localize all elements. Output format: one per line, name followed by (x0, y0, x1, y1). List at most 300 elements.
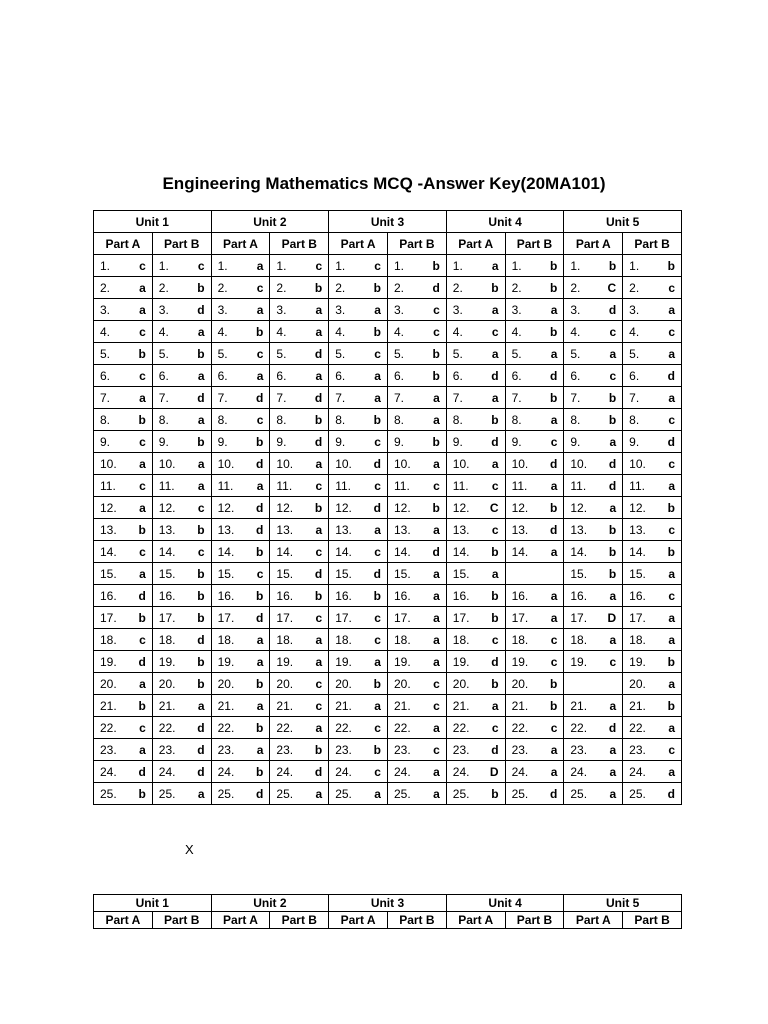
answer-letter: c (609, 368, 617, 383)
answer-cell (505, 563, 564, 585)
question-number: 9. (452, 434, 463, 449)
answer-letter: d (550, 456, 558, 471)
answer-cell (623, 343, 682, 365)
question-number: 23. (100, 742, 117, 757)
answer-letter: b (432, 500, 440, 515)
part-header: Part B (152, 912, 211, 929)
answer-letter: c (374, 544, 381, 559)
answer-letter: b (256, 764, 264, 779)
answer-letter: a (609, 742, 617, 757)
question-number: 23. (452, 742, 470, 757)
answer-cell (211, 739, 270, 761)
answer-letter: b (550, 390, 558, 405)
answer-cell (623, 563, 682, 585)
answer-letter: D (489, 764, 499, 779)
answer-cell (505, 783, 564, 805)
answer-cell (505, 497, 564, 519)
answer-cell (270, 409, 329, 431)
question-number: 12. (217, 500, 235, 515)
answer-letter: d (138, 588, 146, 603)
question-number: 24. (335, 764, 352, 779)
part-header: Part A (446, 912, 505, 929)
question-number: 14. (158, 544, 176, 559)
answer-letter: a (668, 302, 675, 317)
answer-letter: d (432, 544, 440, 559)
question-number: 6. (452, 368, 463, 383)
answer-letter: a (668, 676, 675, 691)
answer-cell (387, 541, 446, 563)
answer-cell (270, 629, 329, 651)
question-number: 21. (629, 698, 646, 713)
table-row (94, 343, 682, 365)
part-header: Part B (505, 912, 564, 929)
table-row (94, 761, 682, 783)
answer-letter: b (432, 434, 440, 449)
answer-cell (211, 255, 270, 277)
part-header: Part A (564, 912, 623, 929)
answer-letter: a (256, 478, 264, 493)
answer-letter: b (373, 324, 381, 339)
answer-cell (387, 343, 446, 365)
x-mark: X (185, 842, 194, 857)
answer-cell (387, 761, 446, 783)
question-number: 8. (158, 412, 169, 427)
answer-letter: a (315, 324, 323, 339)
table-row (94, 607, 682, 629)
unit-header-1: Unit 1 (94, 895, 212, 912)
answer-letter: b (314, 742, 323, 757)
table-row (94, 255, 682, 277)
question-number: 25. (217, 786, 235, 801)
answer-letter: b (197, 346, 205, 361)
answer-cell (94, 453, 153, 475)
answer-letter: c (374, 258, 381, 273)
answer-letter: c (374, 632, 381, 647)
question-number: 23. (629, 742, 646, 757)
answer-cell (623, 497, 682, 519)
answer-cell (446, 519, 505, 541)
answer-cell (446, 255, 505, 277)
question-number: 22. (570, 720, 588, 735)
answer-cell (387, 607, 446, 629)
answer-cell (387, 717, 446, 739)
answer-letter: b (491, 676, 499, 691)
question-number: 6. (570, 368, 581, 383)
question-number: 3. (217, 302, 228, 317)
answer-cell (623, 387, 682, 409)
question-number: 5. (217, 346, 228, 361)
answer-cell (211, 321, 270, 343)
question-number: 4. (217, 324, 228, 339)
answer-cell (564, 717, 623, 739)
question-number: 8. (629, 412, 640, 427)
question-number: 11. (393, 478, 410, 493)
answer-letter: b (197, 610, 205, 625)
answer-letter: b (314, 412, 323, 427)
question-number: 12. (570, 500, 588, 515)
answer-cell (94, 783, 153, 805)
answer-cell (152, 761, 211, 783)
answer-letter: a (139, 302, 146, 317)
answer-cell (270, 585, 329, 607)
answer-letter: a (256, 698, 264, 713)
answer-letter: b (491, 280, 499, 295)
answer-cell (270, 717, 329, 739)
question-number: 3. (452, 302, 463, 317)
answer-letter: a (139, 390, 146, 405)
answer-cell (446, 541, 505, 563)
answer-letter: a (374, 786, 381, 801)
answer-cell (623, 409, 682, 431)
answer-letter: a (491, 258, 499, 273)
question-number: 13. (570, 522, 588, 537)
answer-cell (270, 673, 329, 695)
answer-letter: a (668, 610, 675, 625)
answer-letter: a (668, 566, 675, 581)
answer-letter: d (314, 390, 323, 405)
question-number: 15. (158, 566, 176, 581)
answer-cell (211, 519, 270, 541)
answer-cell (211, 717, 270, 739)
answer-letter: b (256, 544, 264, 559)
question-number: 7. (217, 390, 228, 405)
question-number: 25. (452, 786, 470, 801)
answer-cell (211, 277, 270, 299)
answer-letter: b (197, 434, 205, 449)
question-number: 12. (511, 500, 529, 515)
question-number: 2. (276, 280, 287, 295)
question-number: 16. (393, 588, 411, 603)
answer-cell (152, 321, 211, 343)
answer-letter: d (138, 654, 146, 669)
answer-letter: d (550, 368, 558, 383)
answer-letter: a (609, 698, 617, 713)
question-number: 1. (511, 258, 522, 273)
question-number: 15. (276, 566, 294, 581)
answer-letter: a (374, 390, 381, 405)
question-number: 7. (276, 390, 287, 405)
question-number: 3. (570, 302, 581, 317)
question-number: 20. (393, 676, 411, 691)
answer-cell (505, 321, 564, 343)
table-row (94, 585, 682, 607)
answer-letter: d (197, 742, 205, 757)
question-number: 3. (158, 302, 169, 317)
question-number: 19. (335, 654, 352, 669)
answer-cell (152, 475, 211, 497)
answer-cell (387, 475, 446, 497)
answer-cell (329, 651, 388, 673)
answer-letter: a (374, 302, 381, 317)
answer-letter: d (608, 720, 617, 735)
answer-cell (446, 299, 505, 321)
answer-letter: c (550, 720, 558, 735)
answer-letter: c (668, 412, 675, 427)
answer-letter: b (432, 346, 440, 361)
question-number: 16. (276, 588, 294, 603)
answer-cell (211, 541, 270, 563)
answer-cell (623, 629, 682, 651)
answer-letter: c (433, 302, 440, 317)
answer-letter: d (667, 786, 675, 801)
answer-letter: b (667, 258, 675, 273)
question-number: 13. (217, 522, 235, 537)
part-header: Part B (387, 233, 446, 255)
question-number: 23. (217, 742, 235, 757)
question-number: 1. (335, 258, 346, 273)
answer-letter: a (433, 610, 440, 625)
answer-cell (94, 387, 153, 409)
answer-cell (211, 409, 270, 431)
question-number: 11. (452, 478, 469, 493)
answer-letter: b (667, 654, 675, 669)
question-number: 19. (217, 654, 235, 669)
question-number: 7. (393, 390, 404, 405)
question-number: 18. (570, 632, 588, 647)
question-number: 8. (511, 412, 522, 427)
answer-cell (564, 387, 623, 409)
question-number: 19. (511, 654, 529, 669)
question-number: 2. (158, 280, 169, 295)
question-number: 20. (158, 676, 176, 691)
answer-letter: b (138, 698, 146, 713)
question-number: 24. (629, 764, 646, 779)
question-number: 15. (629, 566, 646, 581)
question-number: 18. (217, 632, 235, 647)
question-number: 5. (393, 346, 404, 361)
answer-cell (564, 299, 623, 321)
answer-cell (564, 321, 623, 343)
answer-letter: c (315, 676, 323, 691)
answer-cell (94, 255, 153, 277)
answer-cell (211, 695, 270, 717)
question-number: 23. (570, 742, 588, 757)
answer-letter: c (256, 346, 264, 361)
answer-letter: a (668, 720, 675, 735)
answer-cell (387, 431, 446, 453)
answer-cell (564, 607, 623, 629)
question-number: 2. (452, 280, 463, 295)
question-number: 14. (335, 544, 352, 559)
answer-cell (387, 783, 446, 805)
question-number: 10. (452, 456, 470, 471)
answer-letter: c (433, 676, 440, 691)
answer-letter: d (608, 478, 617, 493)
question-number: 6. (511, 368, 522, 383)
question-number: 22. (393, 720, 411, 735)
answer-cell (211, 563, 270, 585)
answer-cell (564, 277, 623, 299)
answer-cell (152, 453, 211, 475)
answer-letter: a (433, 588, 440, 603)
question-number: 19. (629, 654, 646, 669)
answer-cell (329, 519, 388, 541)
question-number: 11. (276, 478, 293, 493)
answer-letter: b (197, 676, 205, 691)
answer-letter: b (373, 412, 381, 427)
answer-letter: b (197, 654, 205, 669)
answer-cell (270, 695, 329, 717)
question-number: 20. (629, 676, 646, 691)
answer-cell (211, 453, 270, 475)
answer-letter: a (315, 522, 323, 537)
answer-letter: a (139, 566, 146, 581)
answer-cell (387, 651, 446, 673)
answer-cell (270, 475, 329, 497)
answer-letter: d (432, 280, 440, 295)
answer-letter: a (433, 412, 440, 427)
question-number: 8. (100, 412, 111, 427)
answer-letter: b (550, 258, 558, 273)
question-number: 19. (158, 654, 176, 669)
answer-cell (387, 299, 446, 321)
question-number: 9. (629, 434, 640, 449)
question-number: 9. (100, 434, 111, 449)
answer-letter: d (197, 390, 205, 405)
answer-cell (446, 739, 505, 761)
answer-letter: a (550, 302, 558, 317)
answer-letter: b (608, 412, 617, 427)
answer-cell (623, 695, 682, 717)
question-number: 25. (570, 786, 588, 801)
table-row (94, 453, 682, 475)
answer-cell (329, 453, 388, 475)
answer-cell (623, 607, 682, 629)
question-number: 16. (629, 588, 646, 603)
question-number: 16. (570, 588, 588, 603)
answer-cell (270, 607, 329, 629)
question-number: 18. (452, 632, 470, 647)
question-number: 25. (335, 786, 352, 801)
unit-header-2: Unit 2 (211, 211, 329, 233)
question-number: 5. (100, 346, 111, 361)
question-number: 14. (511, 544, 529, 559)
answer-cell (446, 453, 505, 475)
question-number: 17. (100, 610, 117, 625)
answer-cell (329, 277, 388, 299)
answer-cell (152, 299, 211, 321)
answer-letter: c (609, 324, 617, 339)
question-number: 5. (511, 346, 522, 361)
question-number: 7. (511, 390, 522, 405)
answer-letter: c (668, 280, 675, 295)
answer-letter: b (550, 500, 558, 515)
answer-cell (152, 607, 211, 629)
question-number: 3. (393, 302, 404, 317)
question-number: 9. (158, 434, 169, 449)
answer-letter: c (491, 632, 499, 647)
answer-letter: a (609, 632, 617, 647)
question-number: 20. (452, 676, 470, 691)
question-number: 17. (393, 610, 411, 625)
answer-cell (94, 277, 153, 299)
answer-cell (329, 585, 388, 607)
answer-cell (329, 387, 388, 409)
question-number: 12. (393, 500, 411, 515)
question-number: 25. (100, 786, 117, 801)
answer-letter: a (256, 368, 264, 383)
answer-cell (94, 343, 153, 365)
answer-cell (387, 387, 446, 409)
answer-letter: b (373, 280, 381, 295)
answer-cell (152, 717, 211, 739)
answer-cell (564, 541, 623, 563)
answer-letter: c (550, 654, 558, 669)
table-row (94, 321, 682, 343)
part-header: Part B (270, 912, 329, 929)
answer-letter: d (608, 302, 617, 317)
answer-cell (211, 629, 270, 651)
question-number: 9. (335, 434, 346, 449)
answer-letter: b (197, 522, 205, 537)
answer-cell (505, 453, 564, 475)
answer-letter: c (197, 258, 205, 273)
answer-cell (94, 409, 153, 431)
answer-letter: d (373, 500, 381, 515)
question-number: 22. (629, 720, 646, 735)
answer-cell (446, 563, 505, 585)
answer-letter: d (256, 500, 264, 515)
part-header: Part B (623, 912, 682, 929)
answer-letter: C (489, 500, 499, 515)
answer-cell (505, 629, 564, 651)
answer-letter: b (667, 500, 675, 515)
answer-letter: a (433, 786, 440, 801)
question-number: 21. (511, 698, 529, 713)
question-number: 21. (452, 698, 470, 713)
answer-letter: a (433, 456, 440, 471)
answer-cell (329, 717, 388, 739)
answer-letter: d (256, 390, 264, 405)
answer-cell (505, 343, 564, 365)
question-number: 24. (276, 764, 294, 779)
answer-cell (94, 695, 153, 717)
answer-letter: a (609, 588, 617, 603)
answer-cell (505, 431, 564, 453)
answer-letter: a (609, 764, 617, 779)
answer-cell (270, 453, 329, 475)
answer-cell (329, 541, 388, 563)
answer-cell (329, 321, 388, 343)
answer-letter: c (433, 478, 440, 493)
answer-cell (94, 431, 153, 453)
answer-letter: c (139, 720, 146, 735)
answer-letter: c (139, 478, 146, 493)
answer-letter: d (138, 764, 146, 779)
answer-letter: a (491, 456, 499, 471)
answer-letter: c (550, 434, 558, 449)
table-row (94, 409, 682, 431)
answer-letter: d (491, 434, 499, 449)
question-number: 20. (100, 676, 117, 691)
question-number: 17. (452, 610, 470, 625)
answer-letter: b (256, 588, 264, 603)
question-number: 22. (335, 720, 352, 735)
answer-letter: a (197, 698, 205, 713)
answer-cell (270, 497, 329, 519)
answer-cell (564, 343, 623, 365)
answer-cell (623, 519, 682, 541)
answer-cell (211, 431, 270, 453)
answer-letter: b (373, 742, 381, 757)
part-header: Part A (211, 233, 270, 255)
question-number: 11. (570, 478, 587, 493)
answer-letter: c (139, 544, 146, 559)
table-row (94, 431, 682, 453)
answer-cell (446, 277, 505, 299)
answer-letter: a (374, 654, 381, 669)
answer-letter: b (197, 566, 205, 581)
